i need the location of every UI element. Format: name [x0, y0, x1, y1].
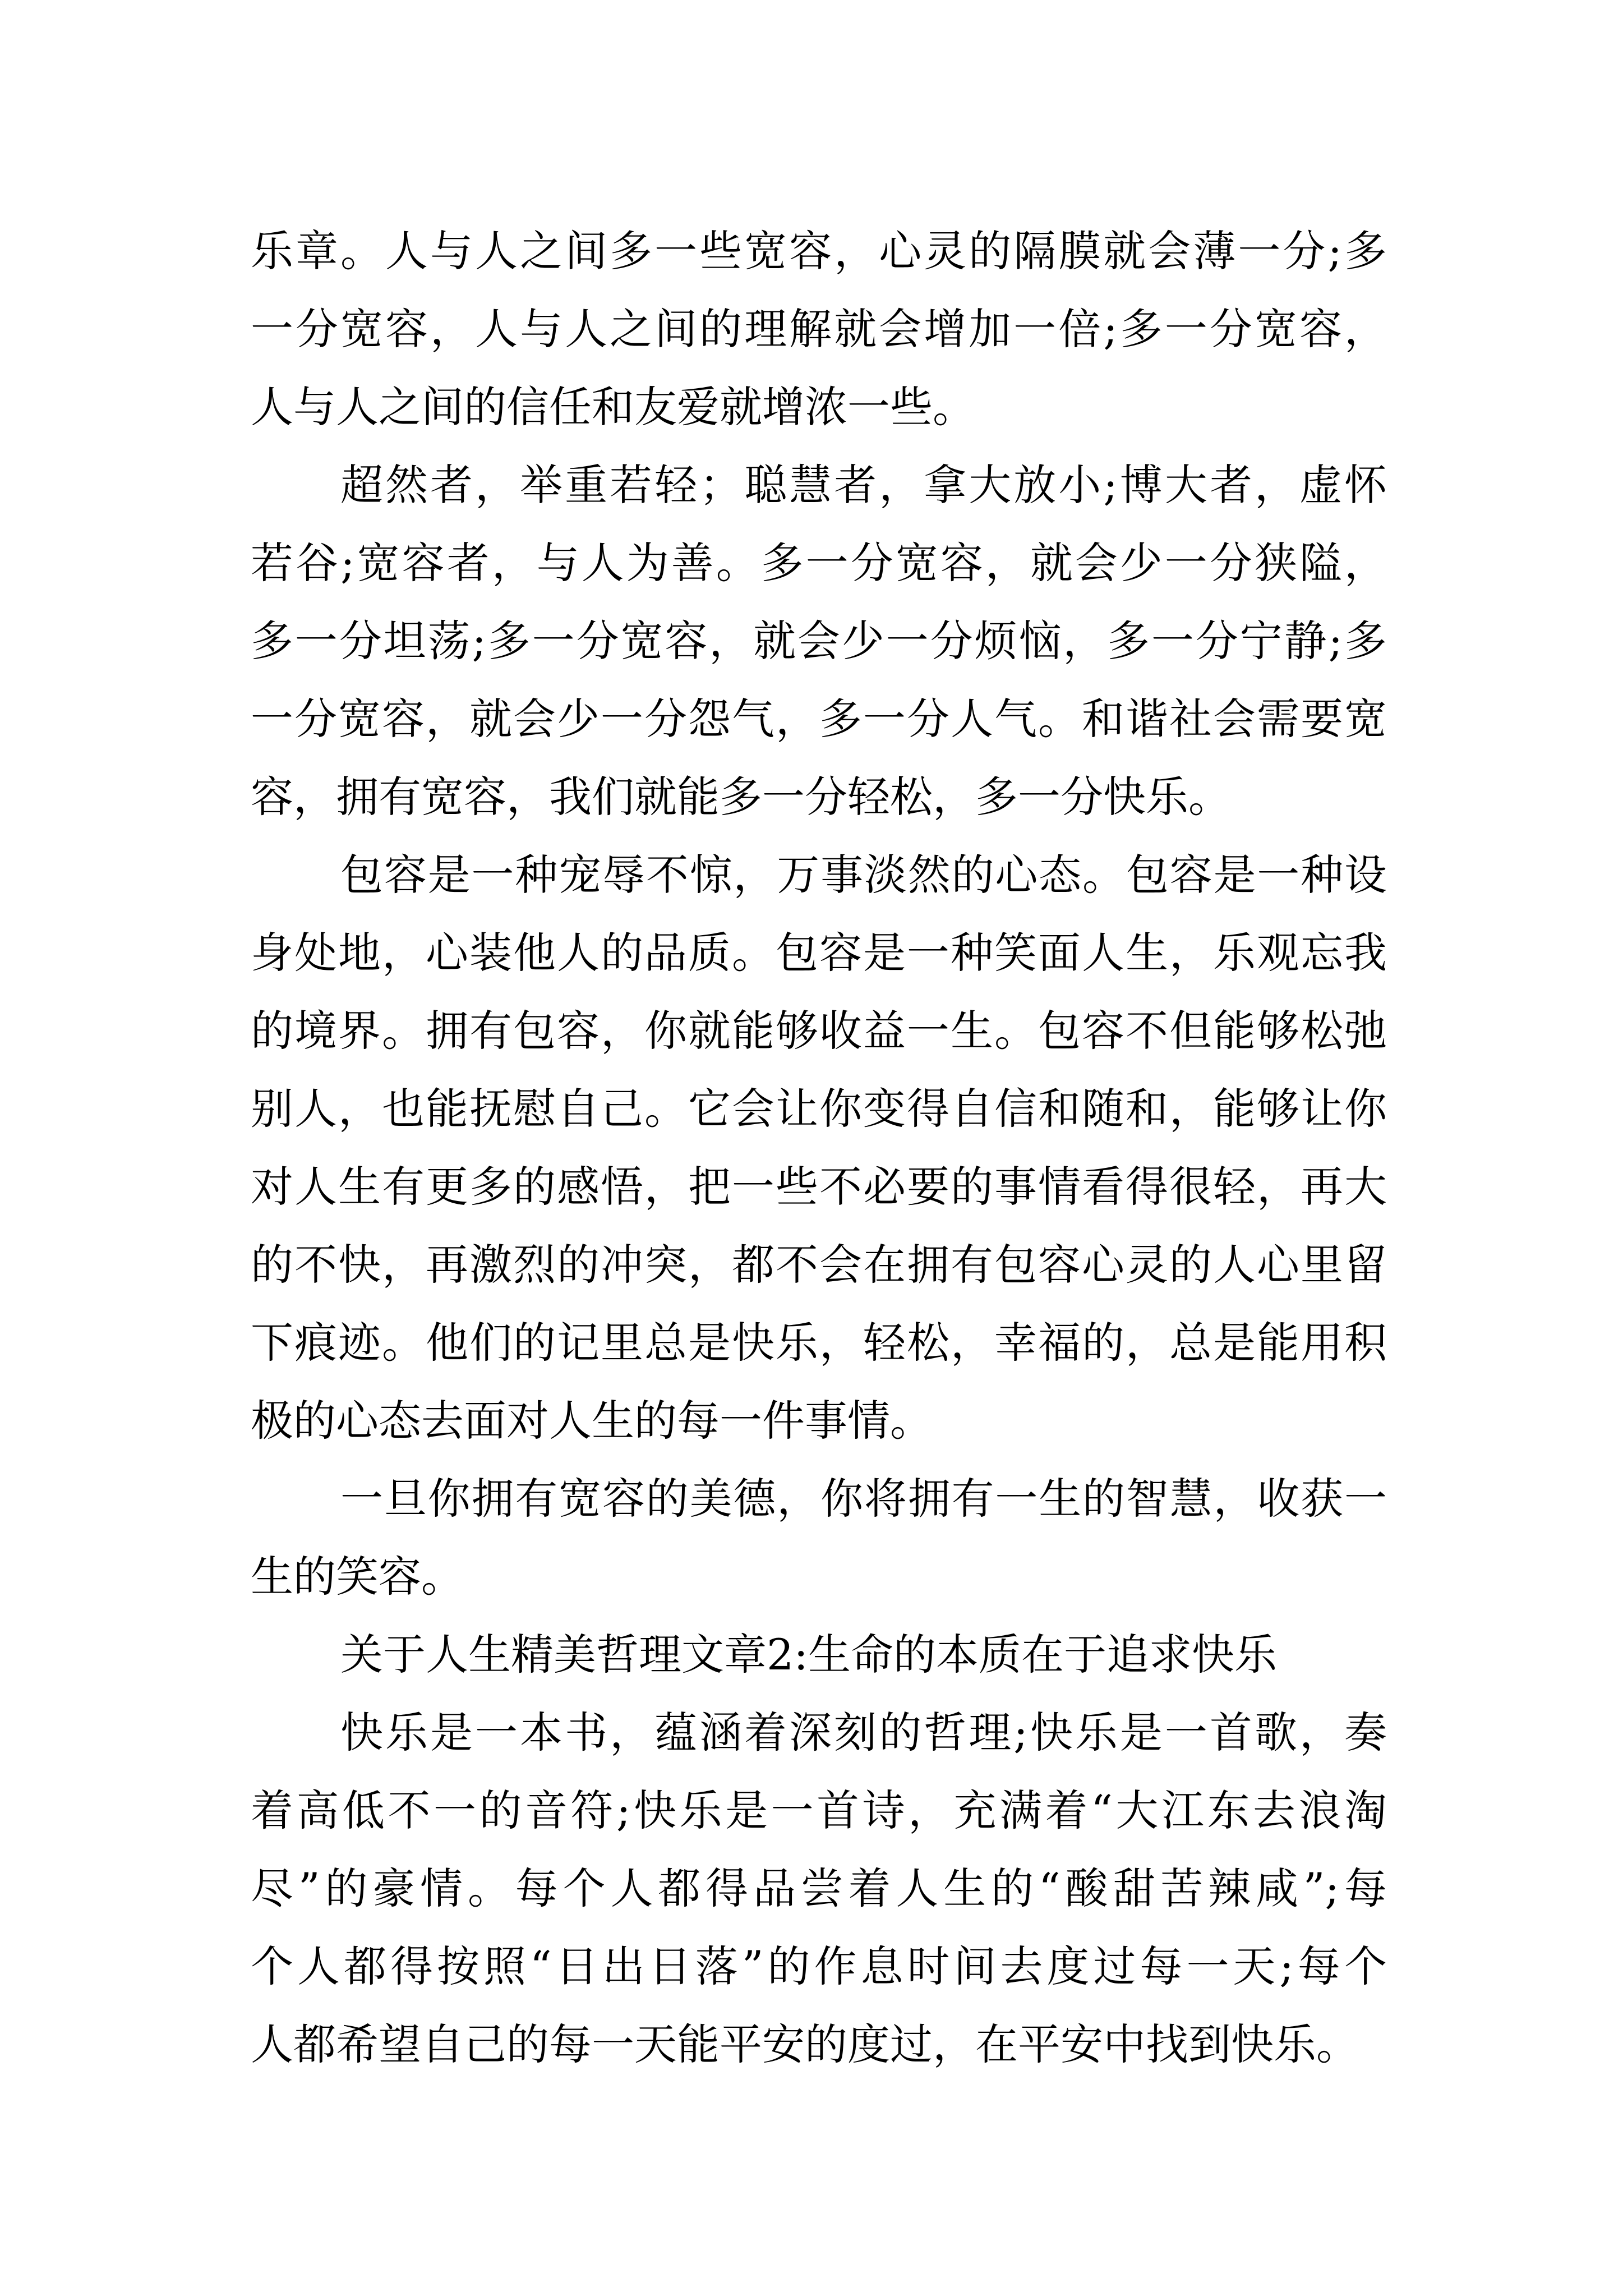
text-line: 包容是一种宠辱不惊，万事淡然的心态。包容是一种设: [340, 850, 1387, 900]
text-line: 容，拥有宽容，我们就能多一分轻松，多一分快乐。: [251, 772, 1231, 822]
text-line: 人与人之间的信任和友爱就增浓一些。: [251, 382, 975, 432]
text-line: 别人，也能抚慰自己。它会让你变得自信和随和，能够让你: [251, 1084, 1387, 1134]
text-line: 身处地，心装他人的品质。包容是一种笑面人生，乐观忘我: [251, 928, 1387, 978]
text-line: 人都希望自己的每一天能平安的度过，在平安中找到快乐。: [251, 2019, 1359, 2069]
text-line: 极的心态去面对人生的每一件事情。: [251, 1396, 933, 1446]
text-line: 乐章。人与人之间多一些宽容，心灵的隔膜就会薄一分;多: [251, 226, 1387, 276]
text-line: 下痕迹。他们的记里总是快乐，轻松，幸福的，总是能用积: [251, 1318, 1387, 1368]
text-line: 超然者，举重若轻；聪慧者，拿大放小;博大者，虚怀: [340, 460, 1387, 510]
text-line: 多一分坦荡;多一分宽容，就会少一分烦恼，多一分宁静;多: [251, 616, 1387, 666]
text-line: 着高低不一的音符;快乐是一首诗，充满着“大江东去浪淘: [251, 1786, 1387, 1835]
text-line: 一旦你拥有宽容的美德，你将拥有一生的智慧，收获一: [340, 1474, 1387, 1524]
text-line: 一分宽容，人与人之间的理解就会增加一倍;多一分宽容，: [251, 304, 1387, 354]
text-line: 若谷;宽容者，与人为善。多一分宽容，就会少一分狭隘，: [251, 538, 1387, 588]
text-line: 对人生有更多的感悟，把一些不必要的事情看得很轻，再大: [251, 1162, 1387, 1212]
text-line: 的境界。拥有包容，你就能够收益一生。包容不但能够松弛: [251, 1006, 1387, 1056]
text-line: 一分宽容，就会少一分怨气，多一分人气。和谐社会需要宽: [251, 694, 1387, 744]
text-line: 快乐是一本书，蕴涵着深刻的哲理;快乐是一首歌，奏: [340, 1708, 1387, 1757]
section-heading: 关于人生精美哲理文章2:生命的本质在于追求快乐: [340, 1630, 1277, 1680]
text-line: 生的笑容。: [251, 1552, 464, 1602]
text-line: 的不快，再激烈的冲突，都不会在拥有包容心灵的人心里留: [251, 1240, 1387, 1290]
text-line: 个人都得按照“日出日落”的作息时间去度过每一天;每个: [251, 1941, 1387, 1991]
text-line: 尽”的豪情。每个人都得品尝着人生的“酸甜苦辣咸”;每: [251, 1864, 1387, 1913]
